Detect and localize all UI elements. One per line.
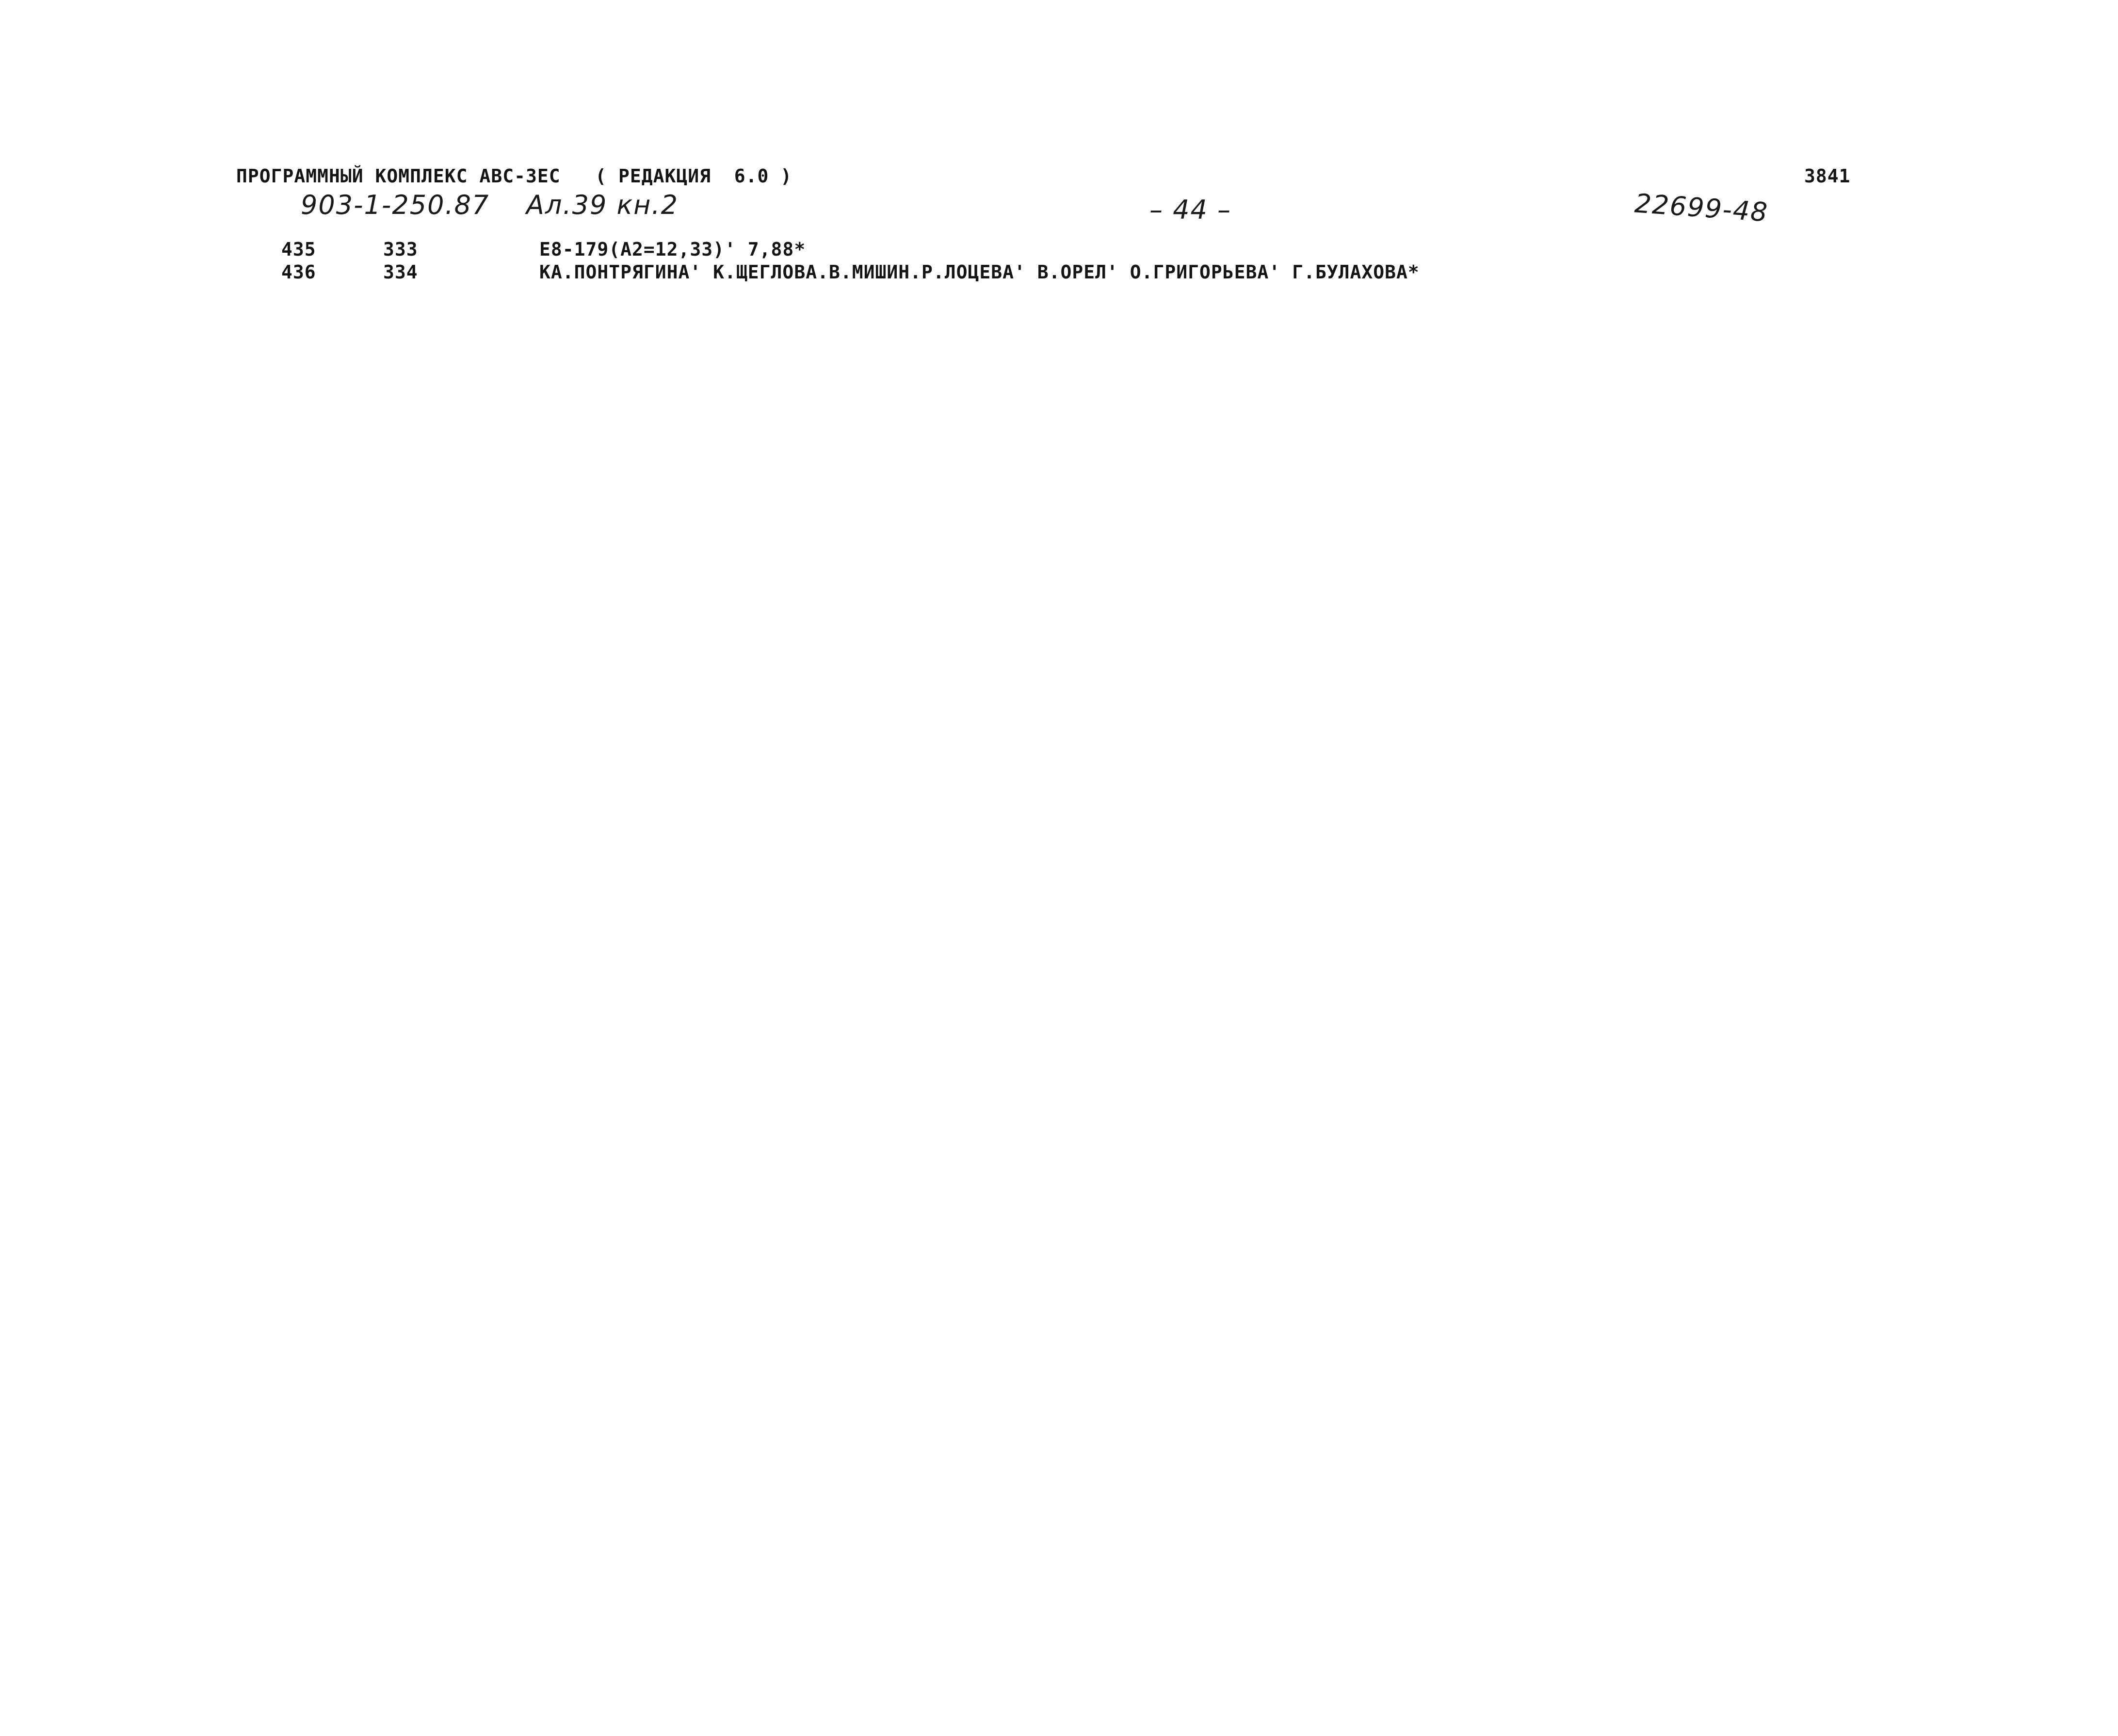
- sequence-number: 333: [383, 239, 418, 260]
- table-row: [0, 240, 2118, 261]
- table-row: [0, 263, 2118, 284]
- sequence-number: 334: [383, 261, 418, 283]
- line-number: 435: [281, 239, 316, 260]
- handwritten-album: Ал.39 кн.2: [526, 190, 679, 220]
- row-text: КА.ПОНТРЯГИНА' К.ЩЕГЛОВА.В.МИШИН.Р.ЛОЦЕВА' В.ОРЕЛ' О.ГРИГОРЬЕВА' Г.БУЛАХОВА*: [539, 261, 1420, 283]
- row-text: Е8-179(А2=12,33)' 7,88*: [539, 239, 806, 260]
- handwritten-inventory-number: 22699-48: [1633, 188, 1769, 228]
- line-number: 436: [281, 261, 316, 283]
- handwritten-sheet-number: – 44 –: [1149, 195, 1232, 225]
- header-title: ПРОГРАММНЫЙ КОМПЛЕКС АВС-ЗЕС ( РЕДАКЦИЯ 6.0 ): [236, 165, 792, 187]
- handwritten-doc-code: 903-1-250.87: [301, 190, 490, 220]
- page-number: 3841: [1804, 165, 1851, 187]
